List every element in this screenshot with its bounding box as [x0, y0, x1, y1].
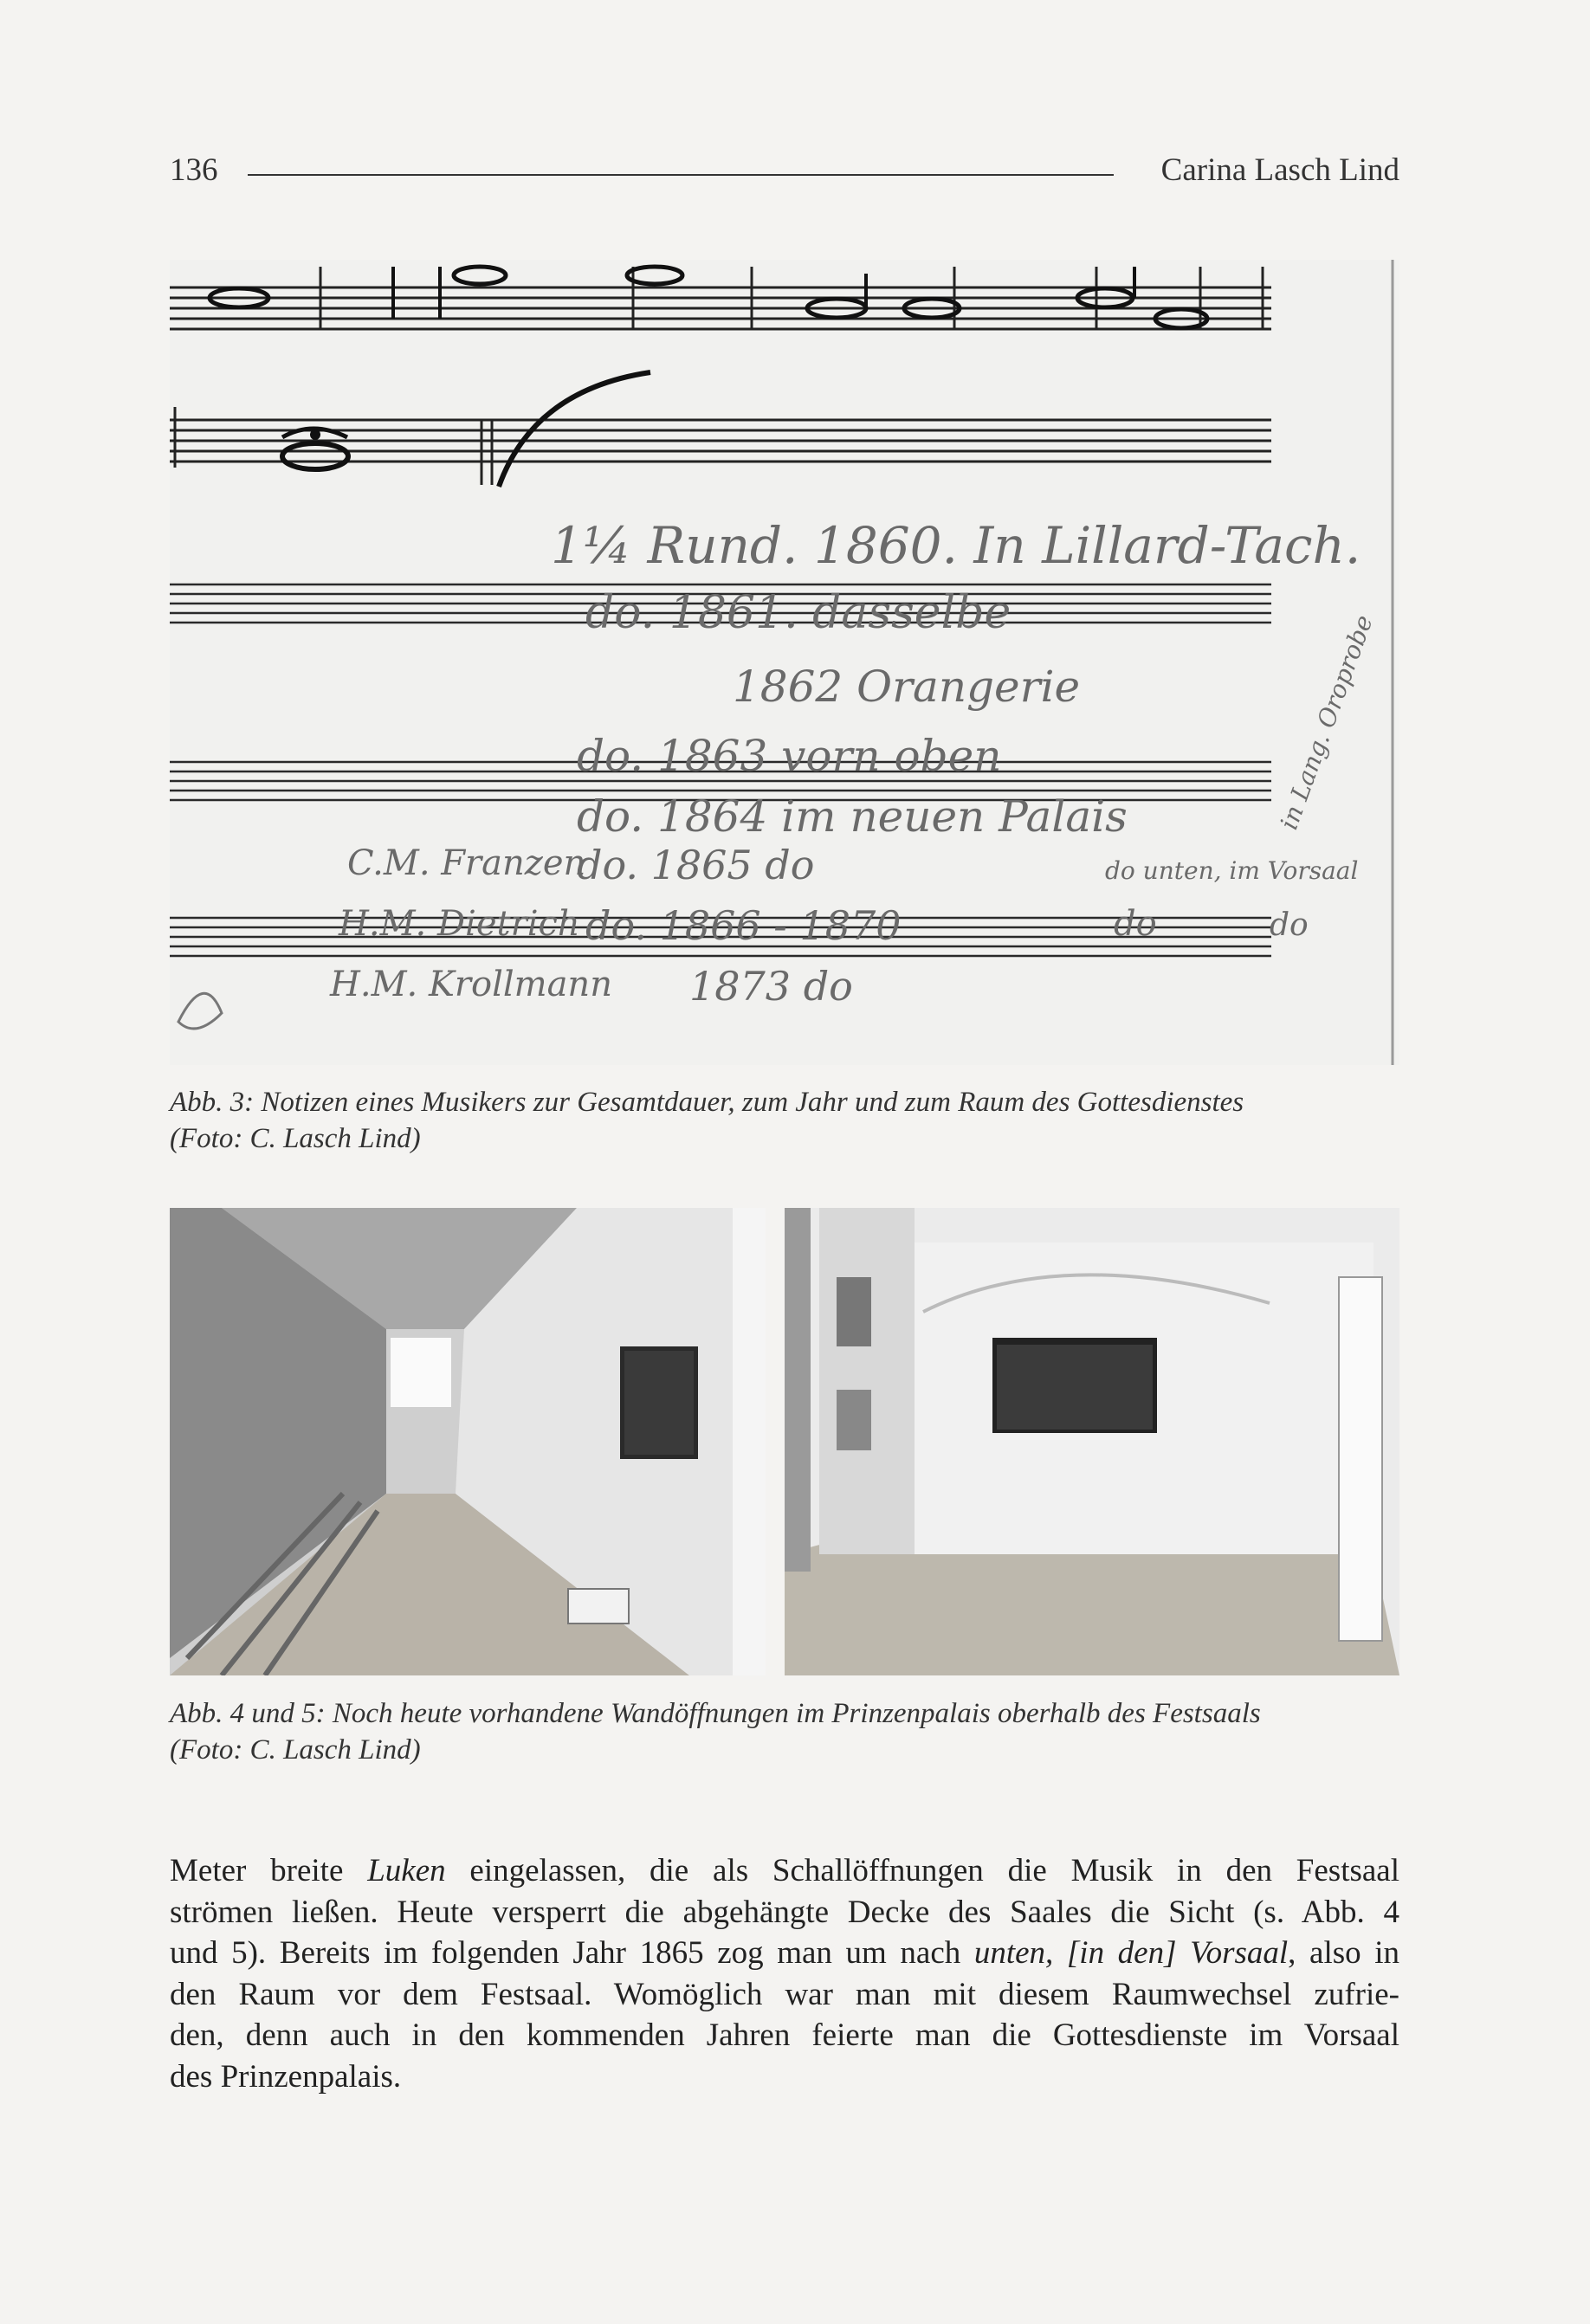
wall-opening-image	[785, 1208, 1399, 1675]
figure-5-wall-opening-photo	[785, 1208, 1399, 1675]
body-line: und 5). Bereits im folgenden Jahr 1865 zog man um nach unten, [in den] Vorsaal, also in	[170, 1935, 1399, 1971]
running-head-author: Carina Lasch Lind	[1160, 152, 1399, 188]
hw-col-right-2: do	[1114, 904, 1157, 944]
body-line: den Raum vor dem Festsaal. Womöglich war man mit diesem Raumwechsel zufrie-	[170, 1976, 1399, 2012]
hw-row2: do. 1861. dasselbe	[585, 587, 1012, 639]
header-rule	[248, 174, 1114, 176]
caption-line: (Foto: C. Lasch Lind)	[170, 1123, 421, 1154]
body-line: den, denn auch in den kommenden Jahren feierte man die Gottesdienste im Vorsaal	[170, 2017, 1399, 2053]
hw-row1: 1¼ Rund. 1860. In Lillard-Tach.	[551, 516, 1361, 575]
body-line: strömen ließen. Heute versperrt die abgehängte Decke des Saales die Sicht (s. Abb. 4	[170, 1894, 1399, 1930]
page-header	[170, 152, 1399, 195]
body-line: Meter breite Luken eingelassen, die als Schallöffnungen die Musik in den Festsaal	[170, 1853, 1399, 1888]
figure-3-caption	[170, 1084, 1399, 1157]
hw-row6-name: C.M. Franzen	[347, 843, 586, 883]
body-line: des Prinzenpalais.	[170, 2058, 402, 2095]
hw-row8-name: H.M. Krollmann	[330, 965, 612, 1004]
hw-row7-name: H.M. Dietrich	[339, 904, 580, 944]
caption-line: Abb. 3: Notizen eines Musikers zur Gesamtdauer, zum Jahr und zum Raum des Gottesdienstes	[170, 1087, 1244, 1118]
hw-row8: 1873 do	[689, 963, 853, 1010]
hw-margin-note: in Lang. Oroprobe	[1274, 611, 1379, 834]
hw-row7: do. 1866 - 1870	[585, 902, 902, 949]
figure-4-corridor-photo	[170, 1208, 766, 1675]
hw-col-right-1: do unten, im Vorsaal	[1105, 856, 1359, 885]
caption-line: Abb. 4 und 5: Noch heute vorhandene Wandöffnungen im Prinzenpalais oberhalb des Festsaals	[170, 1698, 1261, 1729]
score-image	[170, 260, 1399, 1065]
caption-line: (Foto: C. Lasch Lind)	[170, 1734, 421, 1766]
corridor-image	[170, 1208, 766, 1675]
hw-row5: do. 1864 im neuen Palais	[577, 791, 1128, 842]
hw-row4: do. 1863 vorn oben	[577, 731, 1002, 781]
body-paragraph	[170, 1850, 1399, 2097]
hw-row3: 1862 Orangerie	[733, 662, 1081, 712]
page-number: 136	[170, 152, 218, 188]
figure-3-score-photo	[170, 260, 1399, 1065]
hw-row6: do. 1865 do	[577, 842, 815, 888]
hw-col-right-3: do	[1270, 907, 1309, 943]
figure-4-5-caption	[170, 1695, 1399, 1768]
